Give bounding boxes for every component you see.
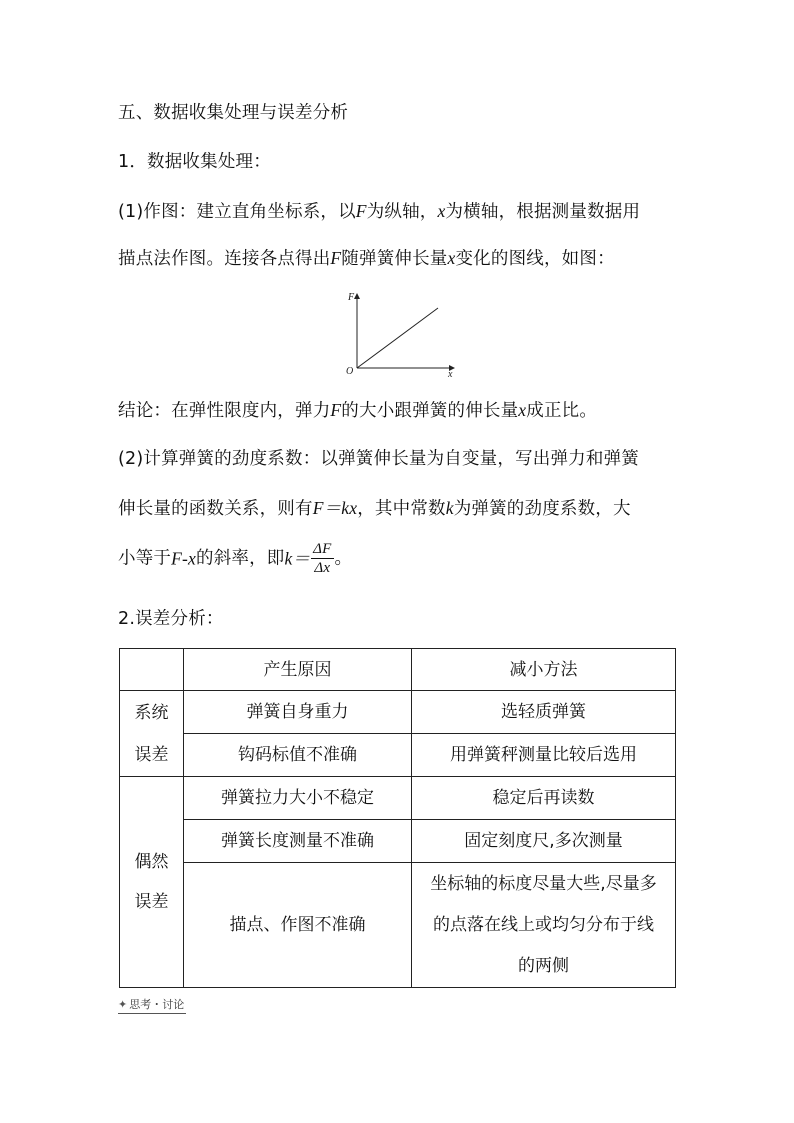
x-axis-label: x <box>448 369 453 378</box>
fix-cell <box>412 863 676 988</box>
fix-line: 的点落在线上或均匀分布于线 <box>433 914 654 935</box>
paragraph-plotting-2 <box>118 246 615 271</box>
text: 。 <box>334 548 353 569</box>
text: 随弹簧伸长量 <box>341 249 448 269</box>
group-random-error <box>120 777 184 988</box>
text: 为横轴，根据测量数据用 <box>445 202 641 222</box>
cause-cell: 弹簧长度测量不准确 <box>184 820 412 863</box>
cause-cell: 弹簧自身重力 <box>184 691 412 734</box>
group-label-line: 偶然 <box>134 852 169 872</box>
proportional-line <box>357 308 438 368</box>
group-label-line: 误差 <box>134 744 169 765</box>
table-corner-cell <box>120 649 184 691</box>
fix-cell: 用弹簧秤测量比较后选用 <box>412 734 676 777</box>
cause-cell: 钩码标值不准确 <box>184 734 412 777</box>
subheading-data-processing: 1．数据收集处理： <box>118 152 271 172</box>
fraction <box>311 540 333 577</box>
header-cause: 产生原因 <box>184 649 412 691</box>
cause-cell: 弹簧拉力大小不稳定 <box>184 777 412 820</box>
var-F: F <box>330 400 342 420</box>
paragraph-stiffness-2 <box>118 496 631 521</box>
y-axis-label: F <box>348 292 355 303</box>
paragraph-stiffness-1: (2)计算弹簧的劲度系数：以弹簧伸长量为自变量，写出弹力和弹簧 <box>118 449 639 469</box>
paragraph-stiffness-3 <box>118 540 352 577</box>
force-extension-graph <box>340 286 464 378</box>
table-header-row <box>120 649 676 691</box>
think-discuss-tag <box>118 996 186 1014</box>
text: ，其中常数 <box>357 499 446 519</box>
text: 小等于 <box>118 548 172 569</box>
text: 的大小跟弹簧的伸长量 <box>341 401 519 421</box>
fix-cell: 选轻质弹簧 <box>412 691 676 734</box>
text: 为纵轴， <box>366 202 438 222</box>
formula-hooke: F＝kx <box>312 498 358 518</box>
fix-line: 的两侧 <box>518 955 569 976</box>
origin-label: O <box>346 366 354 377</box>
subheading-error-analysis: 2.误差分析： <box>118 609 224 629</box>
fix-line: 坐标轴的标度尽量大些,尽量多 <box>430 873 657 894</box>
var-k-eq: k＝ <box>284 548 311 569</box>
header-fix: 减小方法 <box>412 649 676 691</box>
table-row <box>120 820 676 863</box>
text: 结论：在弹性限度内，弹力 <box>118 401 331 421</box>
group-systematic-error <box>120 691 184 777</box>
table-row <box>120 734 676 777</box>
text: 为弹簧的劲度系数，大 <box>453 499 631 519</box>
table-row <box>120 691 676 734</box>
group-label-line: 误差 <box>134 892 169 912</box>
text: 成正比。 <box>526 401 598 421</box>
fraction-denominator: Δx <box>314 560 331 576</box>
group-label-line: 系统 <box>134 702 169 723</box>
text: 描点法作图。连接各点得出 <box>118 249 331 269</box>
var-fx: F-x <box>171 548 196 569</box>
fraction-numerator: ΔF <box>313 541 332 557</box>
text: 变化的图线，如图： <box>455 249 615 269</box>
paragraph-plotting-1 <box>118 199 640 224</box>
var-x: x <box>518 400 527 420</box>
fix-cell: 固定刻度尺,多次测量 <box>412 820 676 863</box>
fix-cell: 稳定后再读数 <box>412 777 676 820</box>
var-x: x <box>437 201 446 221</box>
paragraph-conclusion <box>118 398 597 423</box>
var-x: x <box>447 248 456 268</box>
think-discuss-label: 思考・讨论 <box>129 998 185 1011</box>
var-F: F <box>330 248 342 268</box>
var-F: F <box>355 201 367 221</box>
pin-icon: ✦ <box>118 998 128 1011</box>
text: 的斜率，即 <box>196 548 285 569</box>
table-row <box>120 777 676 820</box>
heading: 五、数据收集处理与误差分析 <box>118 103 349 123</box>
error-analysis-table <box>119 648 676 988</box>
text: (1)作图：建立直角坐标系，以 <box>118 202 356 222</box>
table-row <box>120 863 676 988</box>
var-k: k <box>445 498 454 518</box>
cause-cell: 描点、作图不准确 <box>184 863 412 988</box>
text: 伸长量的函数关系，则有 <box>118 499 313 519</box>
